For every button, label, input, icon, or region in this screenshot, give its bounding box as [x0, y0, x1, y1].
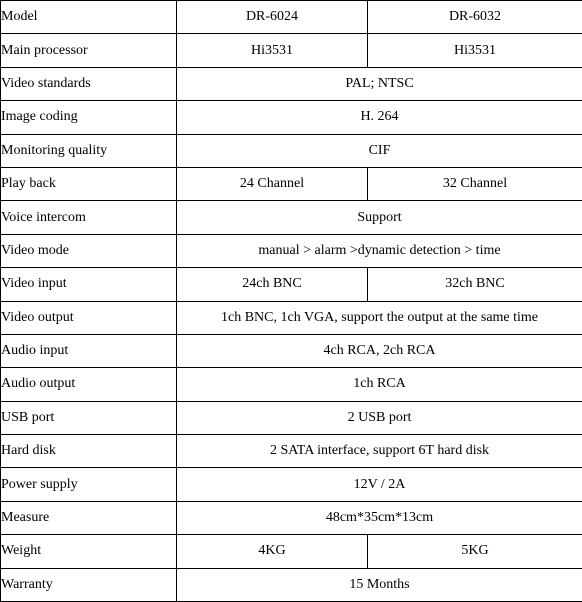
row-value-dr6024: 24ch BNC — [177, 268, 368, 301]
row-value: 15 Months — [177, 568, 582, 601]
row-value: 2 USB port — [177, 401, 582, 434]
row-value-dr6032: DR-6032 — [368, 1, 582, 34]
row-label: Video output — [1, 301, 177, 334]
row-value: 48cm*35cm*13cm — [177, 501, 582, 534]
table-row — [1, 167, 582, 200]
row-value-dr6024: Hi3531 — [177, 34, 368, 67]
row-label: Weight — [1, 535, 177, 568]
table-row — [1, 501, 582, 534]
row-value: 4ch RCA, 2ch RCA — [177, 334, 582, 367]
table-row — [1, 401, 582, 434]
table-row — [1, 67, 582, 100]
row-label: Video input — [1, 268, 177, 301]
table-row — [1, 301, 582, 334]
row-value: CIF — [177, 134, 582, 167]
row-value: PAL; NTSC — [177, 67, 582, 100]
table-row — [1, 468, 582, 501]
row-value-dr6032: 32ch BNC — [368, 268, 582, 301]
row-value: 2 SATA interface, support 6T hard disk — [177, 435, 582, 468]
row-label: Audio output — [1, 368, 177, 401]
table-row — [1, 101, 582, 134]
table-row — [1, 334, 582, 367]
table-row — [1, 201, 582, 234]
table-row — [1, 368, 582, 401]
row-label: Power supply — [1, 468, 177, 501]
row-label: Hard disk — [1, 435, 177, 468]
spec-table-body — [1, 1, 582, 602]
row-label: Video standards — [1, 67, 177, 100]
table-row — [1, 134, 582, 167]
row-label: Image coding — [1, 101, 177, 134]
row-value: 1ch BNC, 1ch VGA, support the output at the same time — [177, 301, 582, 334]
row-label: Measure — [1, 501, 177, 534]
row-value-dr6024: 4KG — [177, 535, 368, 568]
table-row — [1, 435, 582, 468]
table-row — [1, 268, 582, 301]
row-label: USB port — [1, 401, 177, 434]
row-label: Monitoring quality — [1, 134, 177, 167]
row-value: 1ch RCA — [177, 368, 582, 401]
row-label: Warranty — [1, 568, 177, 601]
row-value: manual > alarm >dynamic detection > time — [177, 234, 582, 267]
row-label: Voice intercom — [1, 201, 177, 234]
table-row — [1, 234, 582, 267]
row-value-dr6024: 24 Channel — [177, 167, 368, 200]
row-label: Audio input — [1, 334, 177, 367]
row-label: Video mode — [1, 234, 177, 267]
table-row — [1, 1, 582, 34]
table-row — [1, 535, 582, 568]
row-label: Model — [1, 1, 177, 34]
row-value: Support — [177, 201, 582, 234]
table-row — [1, 34, 582, 67]
row-label: Play back — [1, 167, 177, 200]
row-value-dr6024: DR-6024 — [177, 1, 368, 34]
row-value-dr6032: Hi3531 — [368, 34, 582, 67]
row-value-dr6032: 5KG — [368, 535, 582, 568]
table-row — [1, 568, 582, 601]
row-value: 12V / 2A — [177, 468, 582, 501]
row-value-dr6032: 32 Channel — [368, 167, 582, 200]
row-label: Main processor — [1, 34, 177, 67]
row-value: H. 264 — [177, 101, 582, 134]
